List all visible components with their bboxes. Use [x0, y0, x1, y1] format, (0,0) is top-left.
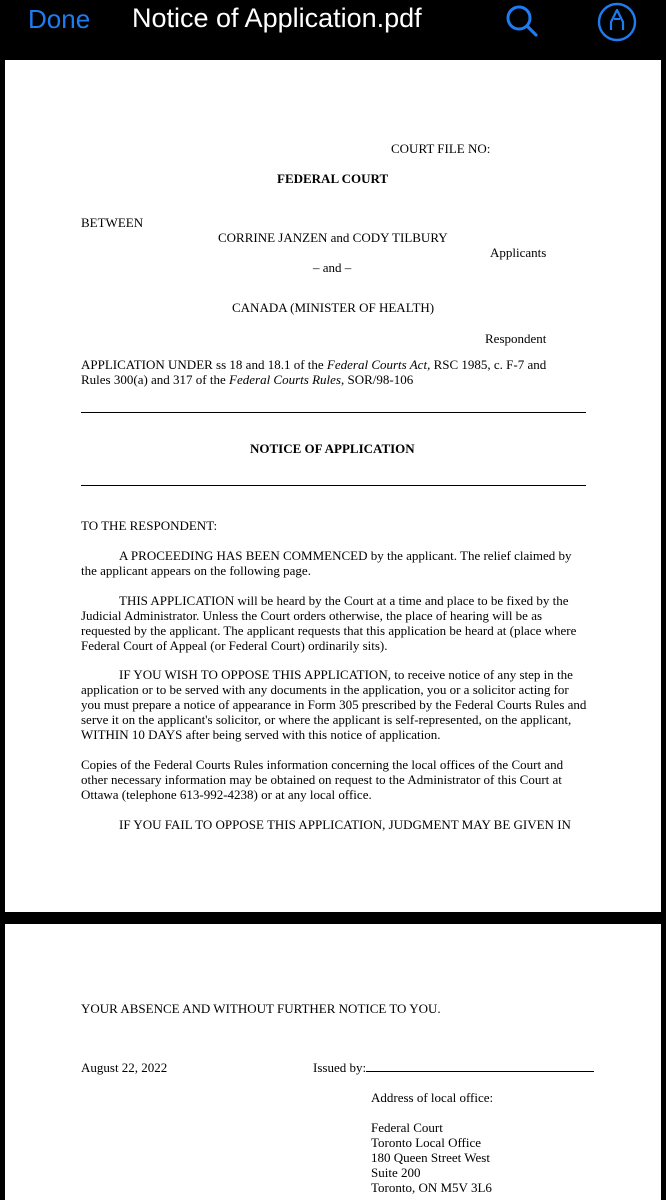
- respondent-role: Respondent: [485, 331, 547, 346]
- markup-button[interactable]: [594, 0, 640, 44]
- paragraph-line: Ottawa (telephone 613-992-4238) or at any local office.: [81, 787, 372, 802]
- paragraph-line: Judicial Administrator. Unless the Court orders otherwise, the place of hearing will be as: [81, 608, 543, 623]
- done-button[interactable]: Done: [28, 4, 91, 34]
- paragraph-line: IF YOU WISH TO OPPOSE THIS APPLICATION, to receive notice of any step in the: [119, 667, 573, 682]
- paragraph-line: serve it on the applicant's solicitor, or where the applicant is self-represented, on the applicant,: [81, 712, 572, 727]
- and-separator: – and –: [313, 260, 352, 275]
- signature-line: [366, 1060, 594, 1072]
- divider: [81, 485, 586, 486]
- markup-pen-icon: [594, 0, 640, 44]
- issued-by: Issued by:: [313, 1060, 594, 1076]
- court-name: FEDERAL COURT: [277, 171, 389, 186]
- between-label: BETWEEN: [81, 215, 144, 230]
- paragraph-line: A PROCEEDING HAS BEEN COMMENCED by the applicant. The relief claimed by: [119, 548, 572, 563]
- viewer-toolbar: [0, 0, 666, 44]
- address-line: Federal Court: [371, 1120, 443, 1135]
- paragraph-line: THIS APPLICATION will be heard by the Court at a time and place to be fixed by the: [119, 593, 569, 608]
- issue-date: August 22, 2022: [81, 1060, 168, 1075]
- paragraph-line: the applicant appears on the following page.: [81, 563, 311, 578]
- to-respondent: TO THE RESPONDENT:: [81, 518, 218, 533]
- paragraph-line: IF YOU FAIL TO OPPOSE THIS APPLICATION, JUDGMENT MAY BE GIVEN IN: [119, 817, 571, 832]
- respondent-name: CANADA (MINISTER OF HEALTH): [232, 300, 435, 315]
- notice-heading: NOTICE OF APPLICATION: [250, 441, 415, 456]
- search-icon: [502, 2, 542, 40]
- paragraph-line: application or to be served with any documents in the application, you or a solicitor acting for: [81, 682, 569, 697]
- court-file-no: COURT FILE NO:: [391, 141, 491, 156]
- divider: [81, 412, 586, 413]
- document-title: Notice of Application.pdf: [132, 3, 422, 33]
- paragraph-line: Federal Court of Appeal (or Federal Court) ordinarily sits).: [81, 638, 388, 653]
- paragraph-line: other necessary information may be obtained on request to the Administrator of this Court at: [81, 772, 562, 787]
- address-label: Address of local office:: [371, 1090, 494, 1105]
- paragraph-line: requested by the applicant. The applicant requests that this application be heard at (place where: [81, 623, 577, 638]
- address-line: 180 Queen Street West: [371, 1150, 490, 1165]
- pdf-page-2[interactable]: [5, 924, 661, 1200]
- application-under-line1: APPLICATION UNDER ss 18 and 18.1 of the Federal Courts Act, RSC 1985, c. F-7 and: [81, 357, 547, 372]
- continuation-text: YOUR ABSENCE AND WITHOUT FURTHER NOTICE TO YOU.: [81, 1001, 441, 1016]
- applicants-role: Applicants: [490, 245, 547, 260]
- address-line: Toronto, ON M5V 3L6: [371, 1180, 492, 1195]
- paragraph-line: you must prepare a notice of appearance in Form 305 prescribed by the Federal Courts Rules and: [81, 697, 587, 712]
- paragraph-line: Copies of the Federal Courts Rules information concerning the local offices of the Court and: [81, 757, 564, 772]
- applicants-names: CORRINE JANZEN and CODY TILBURY: [218, 230, 448, 245]
- paragraph-line: WITHIN 10 DAYS after being served with this notice of application.: [81, 727, 441, 742]
- address-line: Toronto Local Office: [371, 1135, 482, 1150]
- address-line: Suite 200: [371, 1165, 421, 1180]
- application-under-line2: Rules 300(a) and 317 of the Federal Courts Rules, SOR/98-106: [81, 372, 414, 387]
- search-button[interactable]: [502, 2, 542, 40]
- pdf-page-1[interactable]: [5, 60, 661, 912]
